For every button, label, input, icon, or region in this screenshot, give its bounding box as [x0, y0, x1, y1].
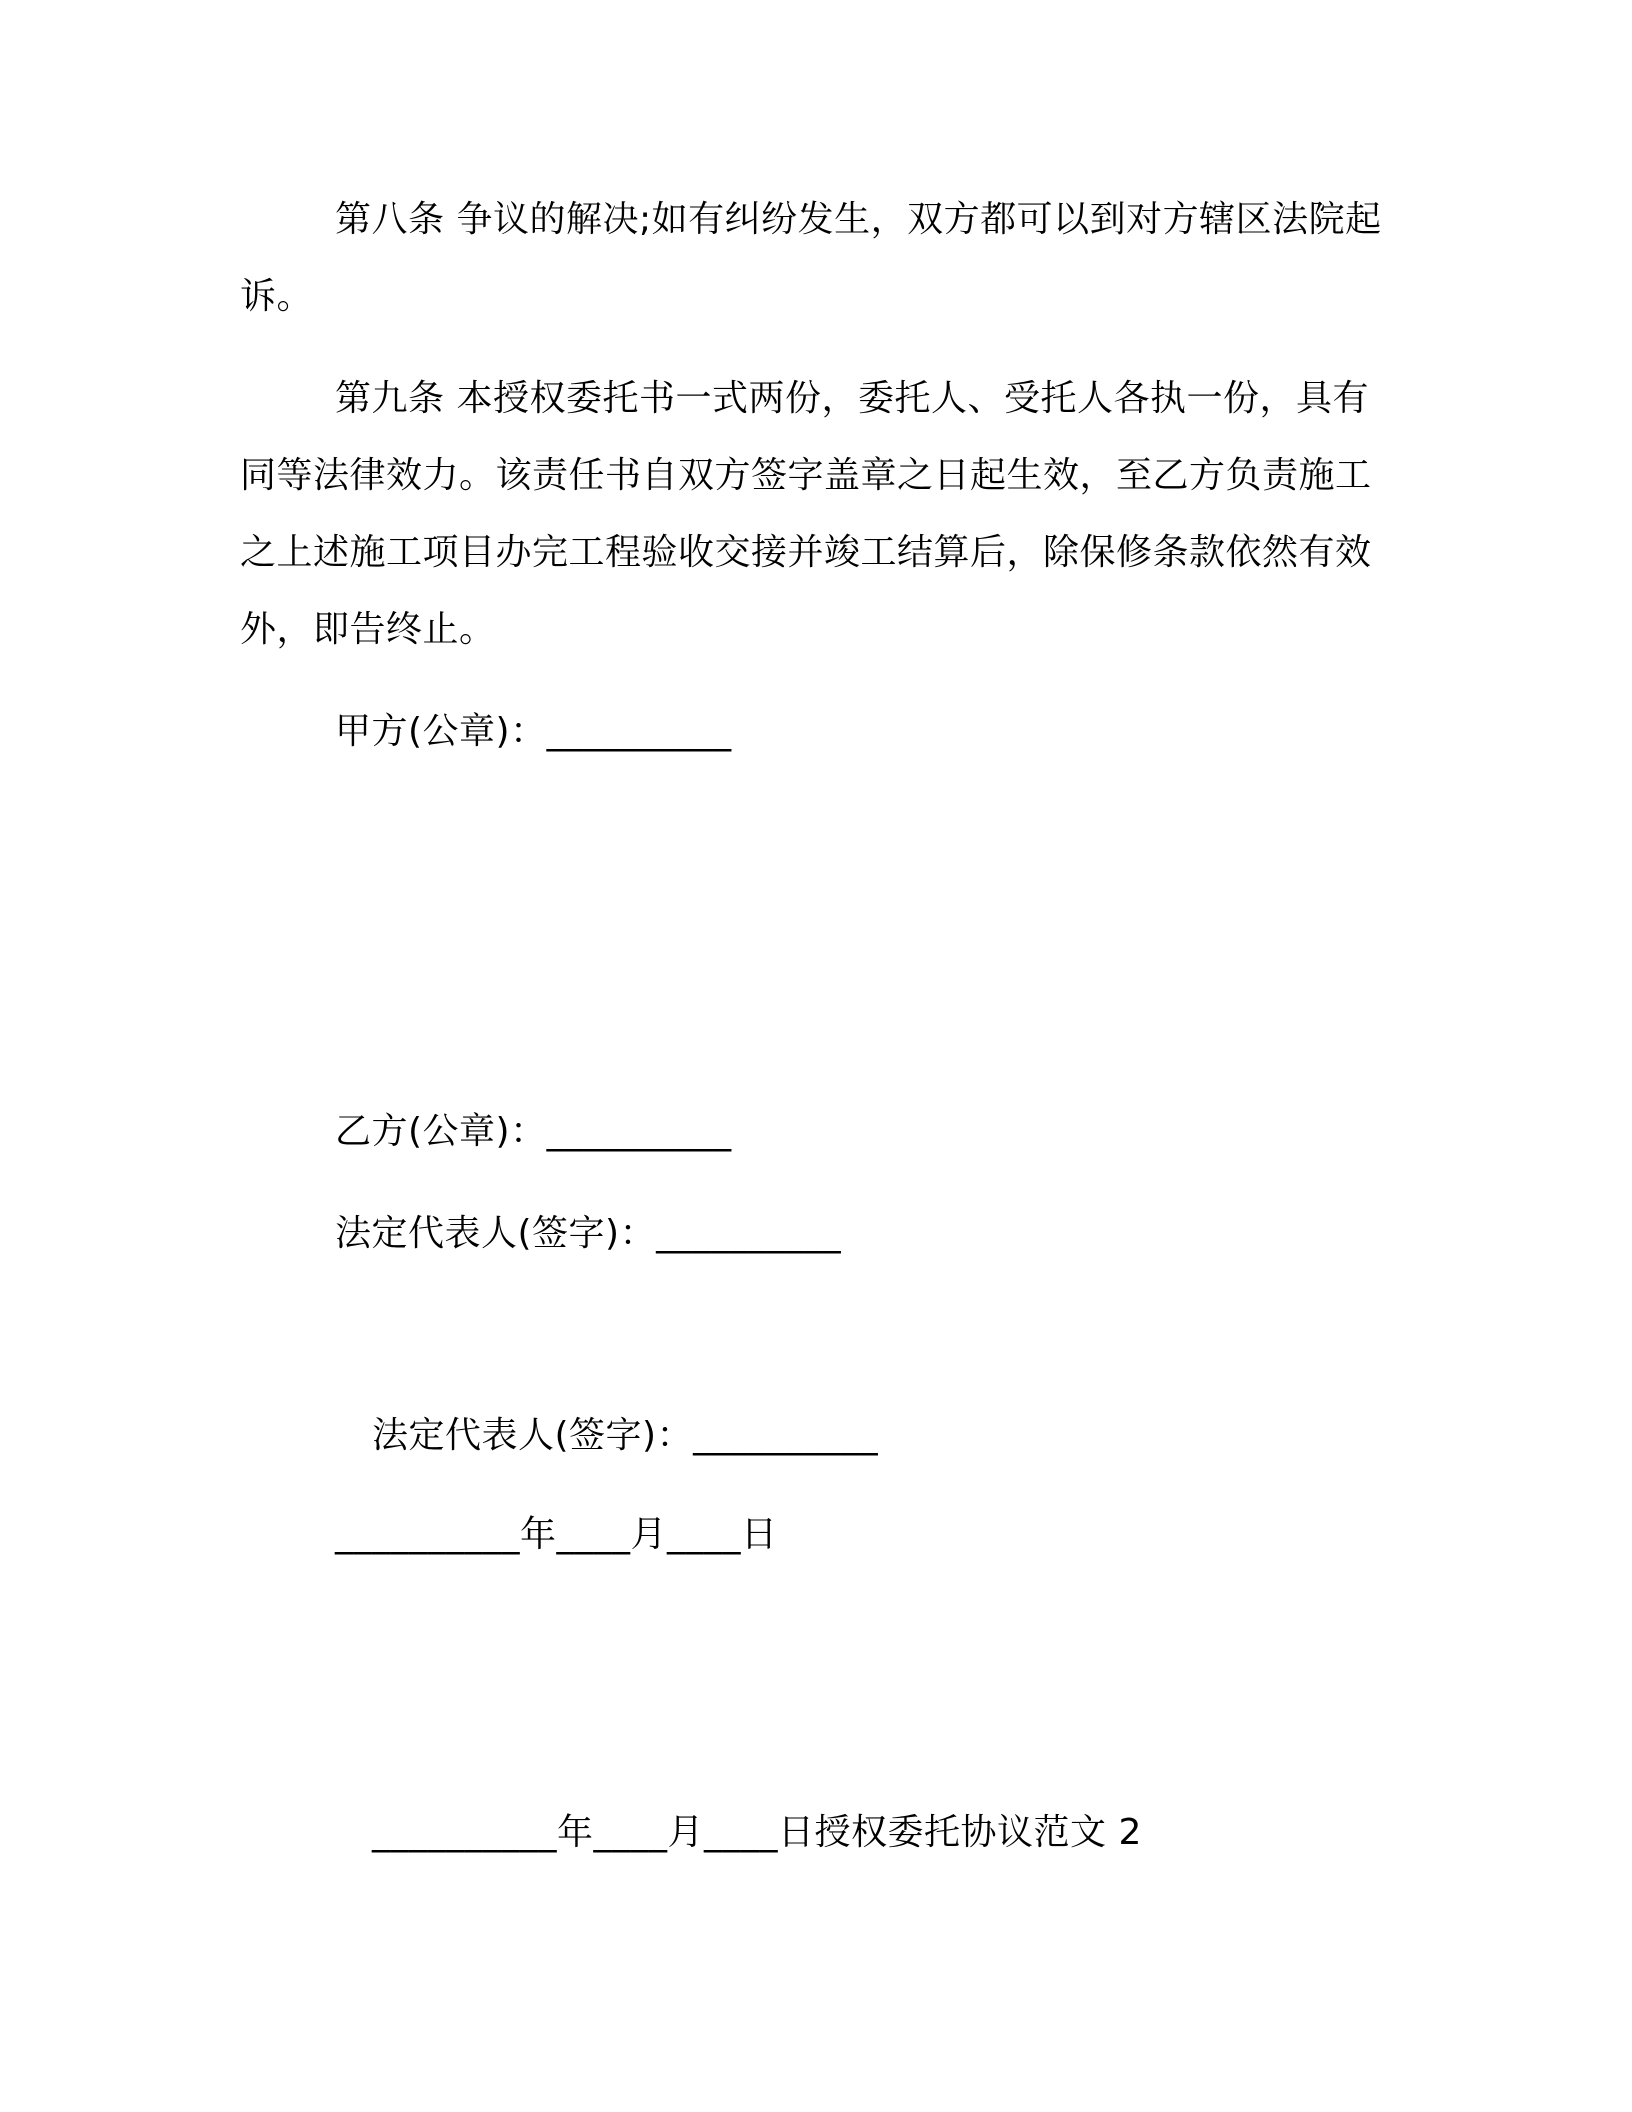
date-line: __________年____月____日 — [335, 1514, 778, 1555]
article-9-text: 第九条 本授权委托书一式两份，委托人、受托人各执一份，具有同等法律效力。该责任书自双方签字盖章之日起生效，至乙方负责施工之上述施工项目办完工程验收交接并竣工结算后，除保修条款依然有效外，即告终止。 — [240, 378, 1372, 650]
next-document-title: __________年____月____日授权委托协议范文 2 — [372, 1812, 1142, 1853]
legal-representative-line-1: 法定代表人(签字)：__________ — [335, 1213, 842, 1254]
article-9-paragraph — [240, 360, 1385, 668]
party-b-seal-line: 乙方(公章)：__________ — [335, 1111, 732, 1152]
legal-representative-line-2: 法定代表人(签字)：__________ — [372, 1415, 879, 1456]
article-8-text: 第八条 争议的解决;如有纠纷发生，双方都可以到对方辖区法院起诉。 — [240, 199, 1382, 317]
article-8-paragraph — [240, 181, 1385, 335]
party-a-seal-line: 甲方(公章)：__________ — [335, 711, 732, 752]
